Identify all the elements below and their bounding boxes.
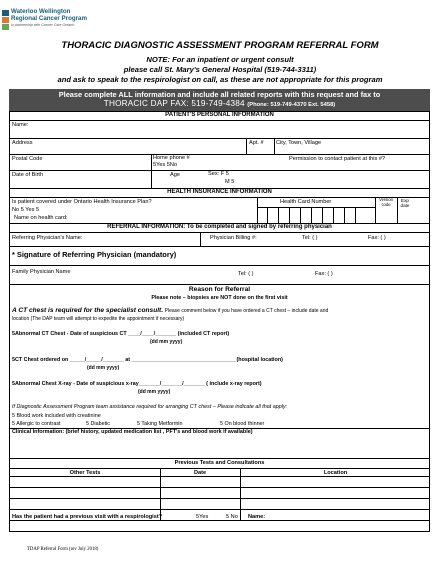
referring-fax-label: Fax: ( ) xyxy=(368,235,386,241)
respirologist-no[interactable]: 5 No xyxy=(226,514,238,520)
sex-female[interactable]: Sex: F 5 xyxy=(208,171,229,177)
fax-number: THORACIC DAP FAX: 519-749-4384 (Phone: 519-749-4370 Ext. 5458) xyxy=(103,99,336,108)
ohip-yes-no[interactable]: No 5 Yes 5 xyxy=(12,207,40,213)
respirologist-name-label: Name: xyxy=(248,514,266,520)
previous-tests-header: Previous Tests and Consultations xyxy=(174,460,265,466)
permission-label: Permission to contact patient at this #? xyxy=(289,156,386,162)
sex-male[interactable]: M 5 xyxy=(225,179,235,185)
note-line-2: please call St. Mary's General Hospital (519-744-3311) xyxy=(123,65,317,74)
logo-name: Waterloo Wellington Regional Cancer Program xyxy=(11,8,87,22)
city-label: City, Town, Village xyxy=(276,140,322,146)
xray-date-hint: (dd mm yyyy) xyxy=(138,389,171,395)
patient-name-label: Name: xyxy=(12,122,29,128)
note-line-3: and ask to speak to the respirologist on call, as these are not appropriate for this program xyxy=(57,75,383,84)
metformin-checkbox[interactable]: 5 Taking Metformin xyxy=(137,421,183,427)
referral-section-header: REFERRAL INFORMATION: To be completed and signed by referring physician xyxy=(107,224,332,230)
signature-label: * Signature of Referring Physician (mandatory) xyxy=(12,250,177,259)
blood-thinner-checkbox[interactable]: 5 On blood thinner xyxy=(220,421,265,427)
family-physician-label: Family Physician Name xyxy=(12,269,71,275)
dap-phone: (Phone: 519-749-4370 Ext. 5458) xyxy=(247,102,336,108)
respirologist-yes[interactable]: 5Yes xyxy=(196,514,209,520)
clinical-info-label: Clinical Information: (brief history, updated medication list , PFT's and blood work if available) xyxy=(12,429,253,435)
form-title: THORACIC DIAGNOSTIC ASSESSMENT PROGRAM REFERRAL FORM xyxy=(61,40,379,51)
form-revision: TDAP Referral Form (rev July 2018) xyxy=(27,547,99,552)
apt-label: Apt. # xyxy=(249,140,264,146)
version-code-label: Version code xyxy=(379,197,393,207)
respirologist-question: Has the patient had a previous visit with a respirologist? xyxy=(12,514,163,520)
name-on-card-label: Name on health card: xyxy=(14,215,68,221)
ct-required: A CT chest is required for the specialist consult. xyxy=(12,307,164,314)
col-location: Location xyxy=(323,470,348,476)
patient-section-header: PATIENT'S PERSONAL INFORMATION xyxy=(165,112,274,118)
ct-comment-2: location (The DAP team will attempt to expedite the appointment if necessary) xyxy=(12,316,185,322)
ct-comment: Please comment below if you have ordered a CT chest – include date and xyxy=(164,308,329,314)
referring-tel-label: Tel: ( ) xyxy=(302,235,318,241)
ct-date-hint: (dd mm yyyy) xyxy=(150,339,183,345)
ohip-question: Is patient covered under Ontario Health Insurance Plan? xyxy=(12,199,152,205)
reason-header: Reason for Referral xyxy=(188,286,251,293)
note-line-1: NOTE: For an inpatient or urgent consult xyxy=(146,55,294,64)
xray-checkbox[interactable]: 5Abnormal Chest X-ray - Date of suspicious x-ray_______/_______/_______ ( include x-ray report) xyxy=(12,381,262,387)
col-date: Date xyxy=(193,470,207,476)
age-label: Age xyxy=(170,172,180,178)
fax-banner xyxy=(9,89,430,111)
abnormal-ct-checkbox[interactable]: 5Abnormal CT Chest - Date of suspicious CT ____/____/_______ (included CT report) xyxy=(12,331,230,337)
permission-yes-no[interactable]: 5Yes 5No xyxy=(153,162,178,168)
dap-assistance-note: If Diagnostic Assessment Program team assistance required for arranging CT chest – Please indicate all that apply: xyxy=(12,404,288,410)
home-phone-label: Home phone # xyxy=(153,155,190,161)
ct-ordered-checkbox[interactable]: 5CT Chest ordered on _____/_____/_______ at ___________________________________(hospital location) xyxy=(12,357,283,363)
referral-form-grid xyxy=(9,111,430,532)
health-card-label: Health Card Number xyxy=(280,199,332,205)
logo-tagline: in partnership with Cancer Care Ontario xyxy=(11,23,75,27)
insurance-section-header: HEALTH INSURANCE INFORMATION xyxy=(167,189,272,195)
exp-date-label: Exp date xyxy=(400,198,410,208)
col-other-tests: Other Tests xyxy=(69,470,101,476)
ordered-date-hint: (dd mm yyyy) xyxy=(87,365,120,371)
biopsy-note: Please note – biopsies are NOT done on the first visit xyxy=(151,295,288,301)
dob-label: Date of Birth xyxy=(12,172,44,178)
family-tel-label: Tel: ( ) xyxy=(238,271,254,277)
bloodwork-checkbox[interactable]: 5 Blood work included with creatinine xyxy=(12,413,101,419)
wwrcp-logo-icon xyxy=(2,10,9,30)
billing-number-label: Physician Billing #: xyxy=(210,235,257,241)
family-fax-label: Fax: ( ) xyxy=(315,271,333,277)
contrast-allergy-checkbox[interactable]: 5 Allergic to contrast xyxy=(12,421,61,427)
fax-instruction: Please complete ALL information and include all related reports with this request and fax to xyxy=(58,90,381,99)
referring-physician-label: Referring Physician's Name: xyxy=(12,235,83,241)
address-label: Address xyxy=(12,140,33,146)
diabetic-checkbox[interactable]: 5 Diabetic xyxy=(86,421,110,427)
postal-code-label: Postal Code xyxy=(12,156,43,162)
